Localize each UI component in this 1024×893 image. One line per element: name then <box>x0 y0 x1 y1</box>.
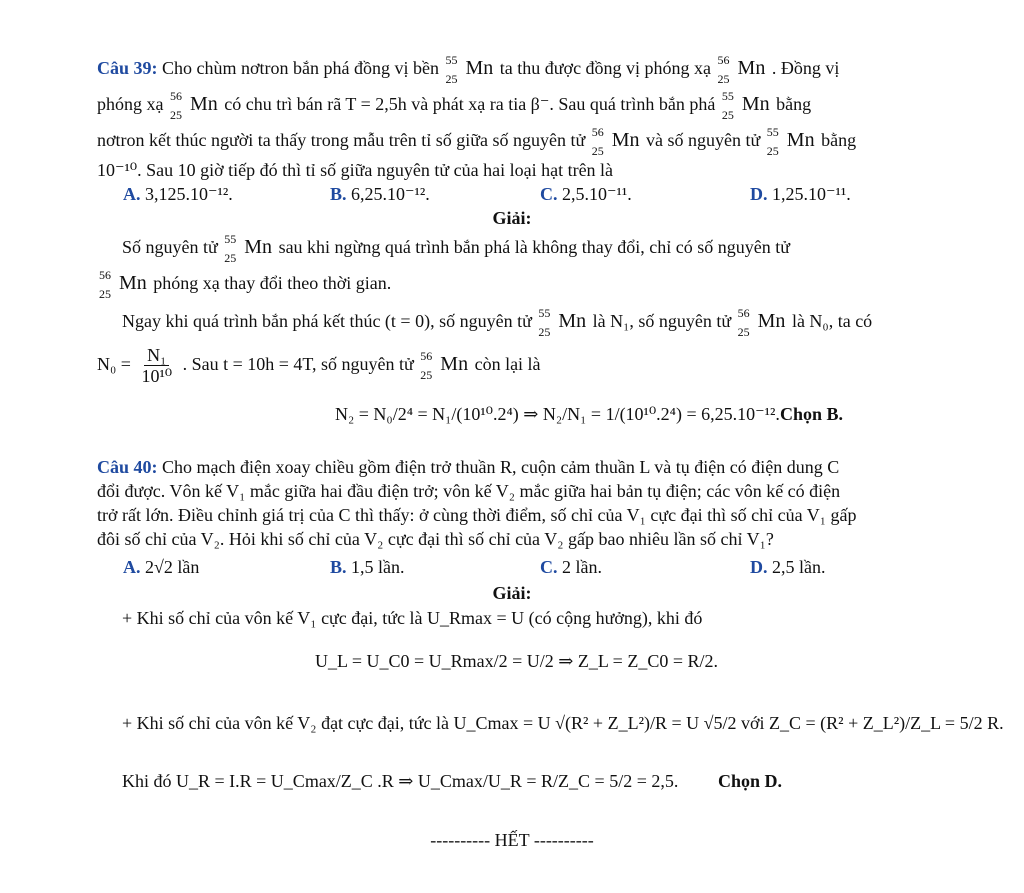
q40-option-a: A. 2√2 lần <box>123 557 200 577</box>
q40-solution-line-2: + Khi số chỉ của vôn kế V₂ đạt cực đại, tức là U_Cmax = U √(R² + Z_L²)/R = U √5/2 với Z_C = (R² + Z_L²)/Z_L = 5/2 R. <box>122 713 1004 733</box>
q40-number: Câu 40: <box>97 457 158 477</box>
q39-line-2: phóng xạ 56 25 Mn có chu trì bán rã T = 2,5h và phát xạ ra tia β⁻. Sau quá trình bắn phá 55 25 Mn bằng <box>97 89 812 122</box>
q40-line-2: đổi được. Vôn kế V₁ mắc giữa hai đầu điện trở; vôn kế V₂ mắc giữa hai bản tụ điện; các vôn kế có điện <box>97 481 841 501</box>
q39-option-a: A. 3,125.10⁻¹². <box>123 184 233 204</box>
q40-answer: Chọn D. <box>718 771 783 791</box>
q39-answer: Chọn B. <box>780 404 844 424</box>
q40-line-3: trở rất lớn. Điều chỉnh giá trị của C thì thấy: ở cùng thời điểm, số chỉ của V₁ cực đại thì số chỉ của V₁ gấp <box>97 505 857 525</box>
q39-text: Cho chùm nơtron bắn phá đồng vị bền <box>162 58 439 78</box>
q39-line-3: nơtron kết thúc người ta thấy trong mẫu trên tỉ số giữa số nguyên tử 56 25 Mn và số nguyên tử 55 25 Mn bằng <box>97 125 857 158</box>
q39-option-c: C. 2,5.10⁻¹¹. <box>540 184 632 204</box>
q39-solution-line-2: 56 25 Mn phóng xạ thay đổi theo thời gian. <box>99 268 392 301</box>
q39-number: Câu 39: <box>97 58 158 78</box>
q40-option-d: D. 2,5 lần. <box>750 557 826 577</box>
q39-text: . Đồng vị <box>771 58 840 78</box>
q39-option-d: D. 1,25.10⁻¹¹. <box>750 184 851 204</box>
q40-line-1: Câu 40: Cho mạch điện xoay chiều gồm điện trở thuần R, cuộn cảm thuần L và tụ điện có điện dung C <box>97 457 840 477</box>
isotope-mn56: 56 25 Mn <box>591 125 640 158</box>
q39-line-1 <box>97 53 840 86</box>
q39-solution-line-4: N₀ = $\frac{\text{N₁}}{\text{10¹⁰}}$ . Sau t = 10h = 4T, số nguyên tử 56 25 Mn còn lại là <box>97 345 541 387</box>
end-marker: ---------- HẾT ---------- <box>430 830 594 850</box>
q40-solution-line-3: Khi đó U_R = I.R = U_Cmax/Z_C .R ⇒ U_Cmax/U_R = R/Z_C = 5/2 = 2,5. <box>122 771 679 791</box>
q39-line-4: 10⁻¹⁰. Sau 10 giờ tiếp đó thì tỉ số giữa nguyên tử của hai loại hạt trên là <box>97 160 614 180</box>
q39-text: ta thu được đồng vị phóng xạ <box>499 58 712 78</box>
q40-solution-title: Giải: <box>492 583 532 603</box>
isotope-mn55: 55 25 Mn <box>721 89 770 122</box>
q40-equation-1: U_L = U_C0 = U_Rmax/2 = U/2 ⇒ Z_L = Z_C0 = R/2. <box>315 651 718 671</box>
isotope-mn55: 55 25 Mn <box>766 125 815 158</box>
q40-option-b: B. 1,5 lần. <box>330 557 405 577</box>
q40-line-4: đôi số chỉ của V₂. Hỏi khi số chỉ của V₂ cực đại thì số chỉ của V₂ gấp bao nhiêu lần số chỉ V₁? <box>97 529 774 549</box>
q39-equation: N₂ = N₀/2⁴ = N₁/(10¹⁰.2⁴) ⇒ N₂/N₁ = 1/(10¹⁰.2⁴) = 6,25.10⁻¹². <box>335 404 780 424</box>
q40-option-c: C. 2 lần. <box>540 557 602 577</box>
isotope-mn55: 55 25 Mn <box>445 53 494 86</box>
isotope-mn56: 56 25 Mn <box>717 53 766 86</box>
q39-option-b: B. 6,25.10⁻¹². <box>330 184 430 204</box>
q39-solution-title: Giải: <box>492 208 532 228</box>
q40-solution-line-1: + Khi số chỉ của vôn kế V₁ cực đại, tức là U_Rmax = U (có cộng hưởng), khi đó <box>122 608 703 628</box>
q39-solution-line-1: Số nguyên tử 55 25 Mn sau khi ngừng quá trình bắn phá là không thay đổi, chỉ có số nguyên tử <box>122 232 790 265</box>
isotope-mn56: 56 25 Mn <box>170 89 218 122</box>
q39-solution-line-3: Ngay khi quá trình bắn phá kết thúc (t = 0), số nguyên tử 55 25 Mn là N₁, số nguyên tử 56 25 Mn là N₀, ta có <box>122 306 873 339</box>
